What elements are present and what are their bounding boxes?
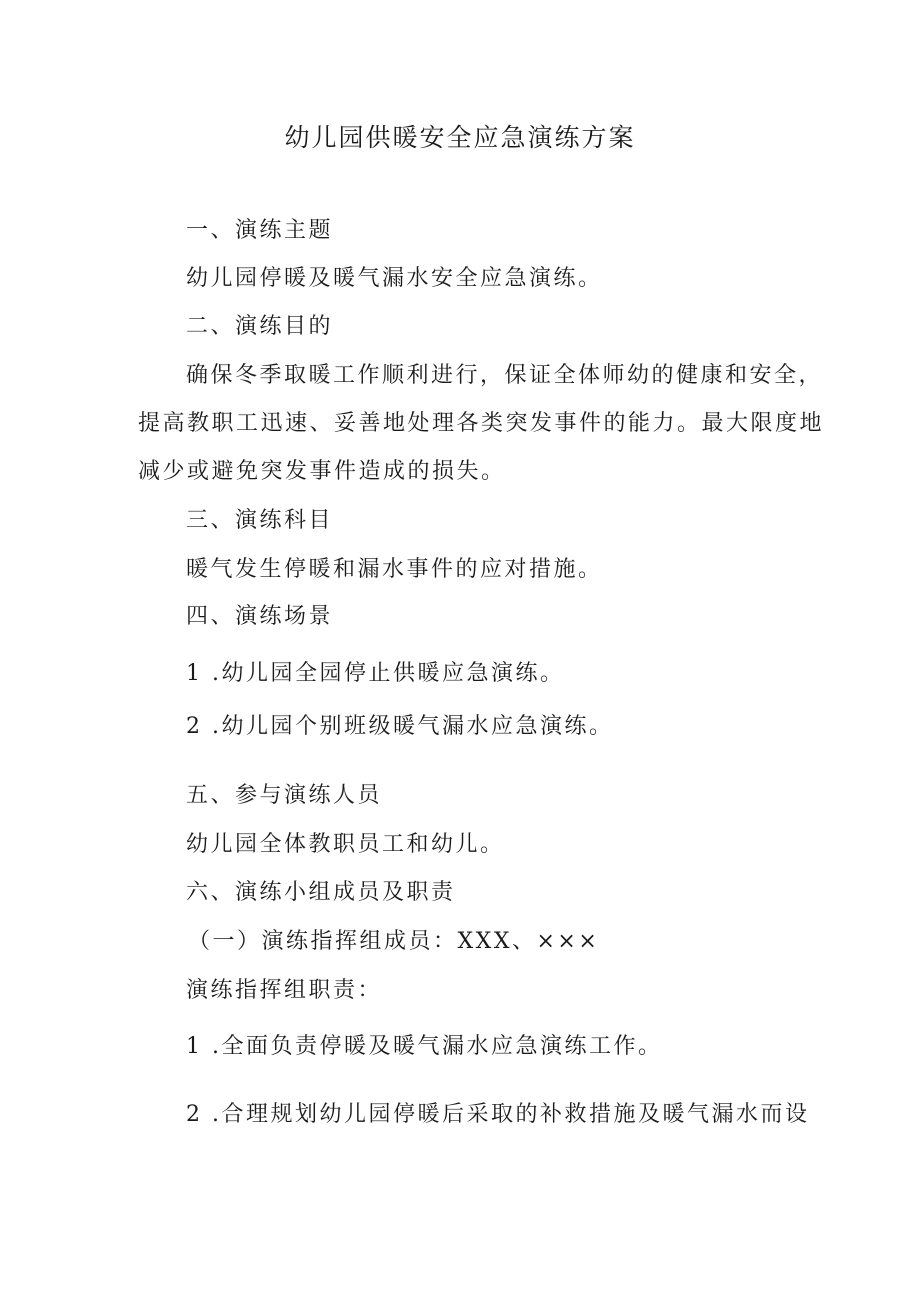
- paragraph-purpose-line-3: 减少或避免突发事件造成的损失。: [138, 459, 506, 484]
- section-heading-subjects: 三、演练科目: [186, 508, 334, 533]
- section-heading-participants: 五、参与演练人员: [186, 783, 383, 808]
- list-item-duty-1: 1 .全面负责停暖及暖气漏水应急演练工作。: [186, 1034, 663, 1059]
- paragraph-participants: 幼儿园全体教职员工和幼儿。: [186, 832, 505, 857]
- paragraph-command-duties-label: 演练指挥组职责：: [186, 978, 383, 1003]
- document-title: 幼儿园供暖安全应急演练方案: [284, 123, 636, 152]
- section-heading-purpose: 二、演练目的: [186, 314, 334, 339]
- paragraph-theme: 幼儿园停暖及暖气漏水安全应急演练。: [186, 266, 603, 291]
- section-heading-theme: 一、演练主题: [186, 218, 334, 243]
- section-heading-team: 六、演练小组成员及职责: [186, 880, 456, 905]
- list-item-duty-2: 2 .合理规划幼儿园停暖后采取的补救措施及暖气漏水而设: [186, 1102, 810, 1127]
- list-item-scenario-1: 1 .幼儿园全园停止供暖应急演练。: [186, 661, 565, 686]
- paragraph-purpose-line-2: 提高教职工迅速、妥善地处理各类突发事件的能力。最大限度地: [138, 411, 825, 436]
- subsection-heading-command-group: （一）演练指挥组成员：XXX、×××: [188, 929, 600, 954]
- section-heading-scenarios: 四、演练场景: [186, 604, 334, 629]
- paragraph-subjects: 暖气发生停暖和漏水事件的应对措施。: [186, 557, 603, 582]
- list-item-scenario-2: 2 .幼儿园个别班级暖气漏水应急演练。: [186, 714, 614, 739]
- paragraph-purpose-line-1: 确保冬季取暖工作顺利进行，保证全体师幼的健康和安全，: [186, 363, 824, 388]
